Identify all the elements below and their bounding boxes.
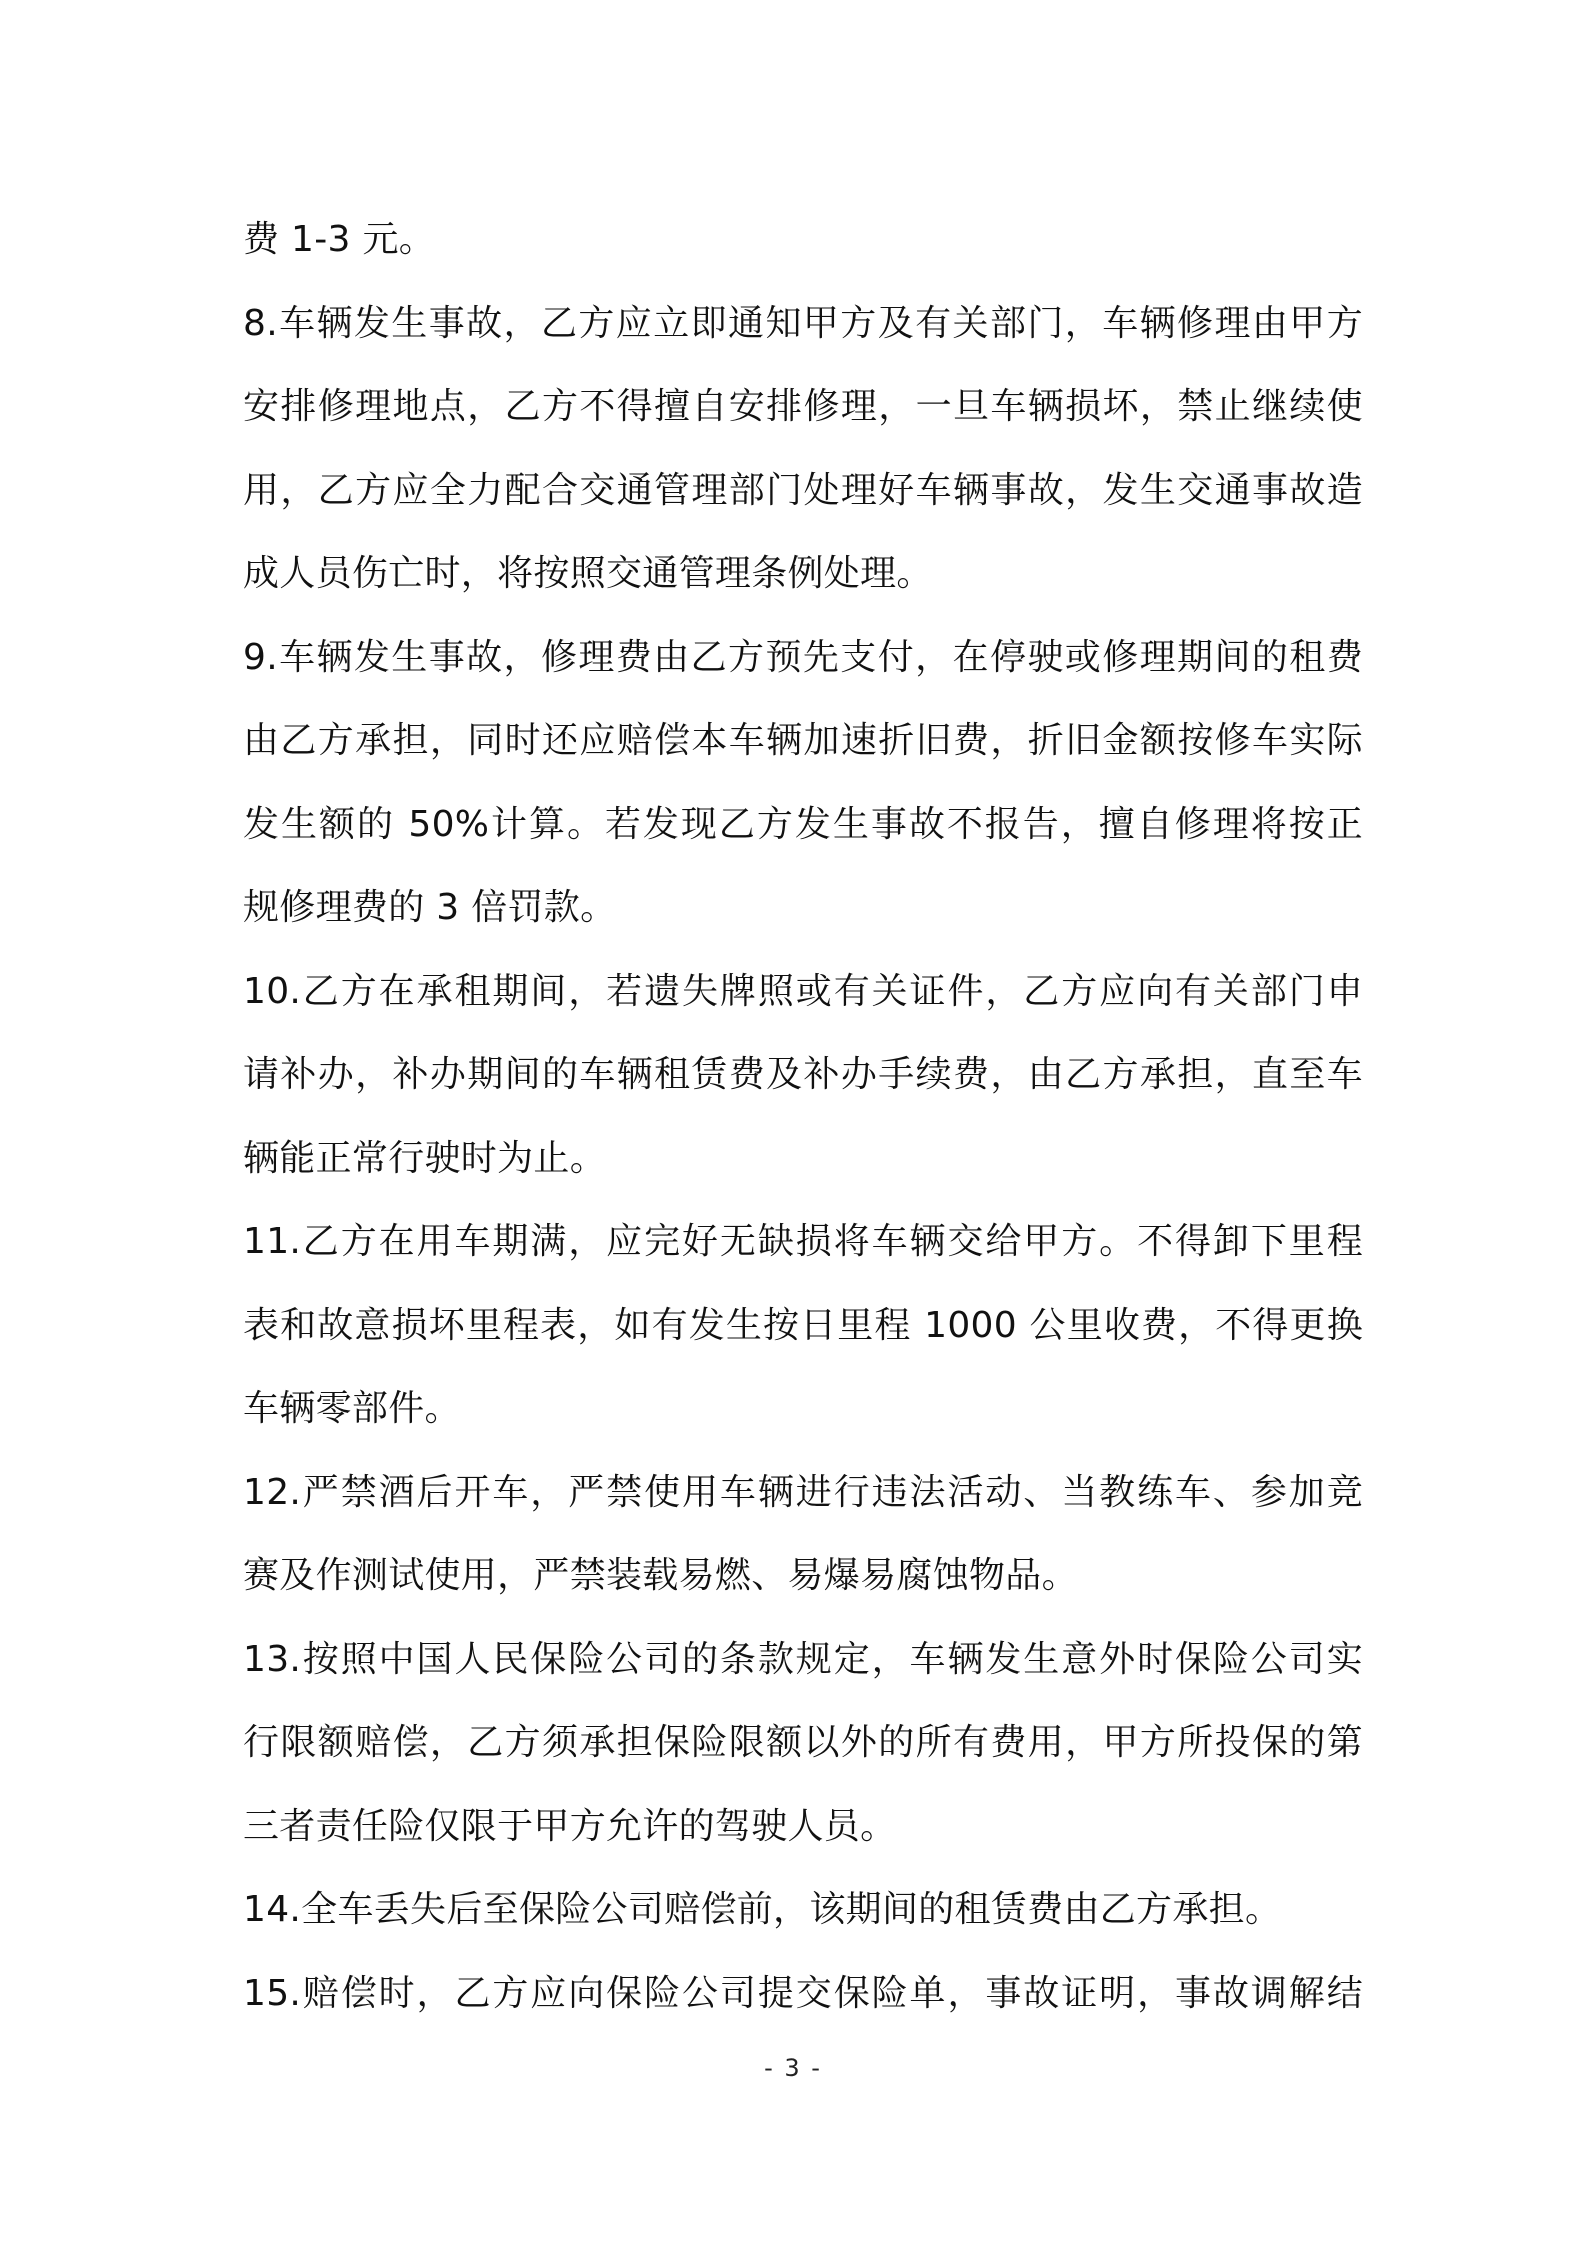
text-line: 发生额的 50%计算。若发现乙方发生事故不报告，擅自修理将按正: [243, 803, 1363, 845]
text-line: 12.严禁酒后开车，严禁使用车辆进行违法活动、当教练车、参加竞: [243, 1471, 1363, 1513]
text-line: 行限额赔偿，乙方须承担保险限额以外的所有费用，甲方所投保的第: [243, 1722, 1363, 1763]
text-line: 8.车辆发生事故，乙方应立即通知甲方及有关部门，车辆修理由甲方: [243, 302, 1363, 344]
text-line: 规修理费的 3 倍罚款。: [243, 887, 617, 928]
text-line: 请补办，补办期间的车辆租赁费及补办手续费，由乙方承担，直至车: [243, 1054, 1363, 1095]
text-line: 安排修理地点，乙方不得擅自安排修理，一旦车辆损坏，禁止继续使: [243, 386, 1363, 427]
text-line: 9.车辆发生事故，修理费由乙方预先支付，在停驶或修理期间的租费: [243, 636, 1363, 678]
text-line: 成人员伤亡时，将按照交通管理条例处理。: [243, 553, 933, 594]
text-line: 三者责任险仅限于甲方允许的驾驶人员。: [243, 1805, 897, 1847]
text-line: 费 1-3 元。: [243, 219, 436, 260]
text-line: 车辆零部件。: [243, 1388, 461, 1429]
text-line: 用，乙方应全力配合交通管理部门处理好车辆事故，发生交通事故造: [243, 469, 1363, 511]
text-line: 14.全车丢失后至保险公司赔偿前，该期间的租赁费由乙方承担。: [243, 1889, 1282, 1930]
text-line: 辆能正常行驶时为止。: [243, 1137, 607, 1179]
text-line: 11.乙方在用车期满，应完好无缺损将车辆交给甲方。不得卸下里程: [243, 1221, 1363, 1262]
text-line: 10.乙方在承租期间，若遗失牌照或有关证件，乙方应向有关部门申: [243, 970, 1363, 1012]
text-line: 由乙方承担，同时还应赔偿本车辆加速折旧费，折旧金额按修车实际: [243, 720, 1363, 761]
text-line: 13.按照中国人民保险公司的条款规定，车辆发生意外时保险公司实: [243, 1638, 1363, 1680]
text-line: 赛及作测试使用，严禁装载易燃、易爆易腐蚀物品。: [243, 1555, 1078, 1596]
document-body: [243, 198, 1363, 2035]
text-line: 表和故意损坏里程表，如有发生按日里程 1000 公里收费，不得更换: [243, 1304, 1363, 1346]
text-line: 15.赔偿时，乙方应向保险公司提交保险单，事故证明，事故调解结: [243, 1972, 1363, 2014]
page-number: - 3 -: [764, 2054, 822, 2082]
